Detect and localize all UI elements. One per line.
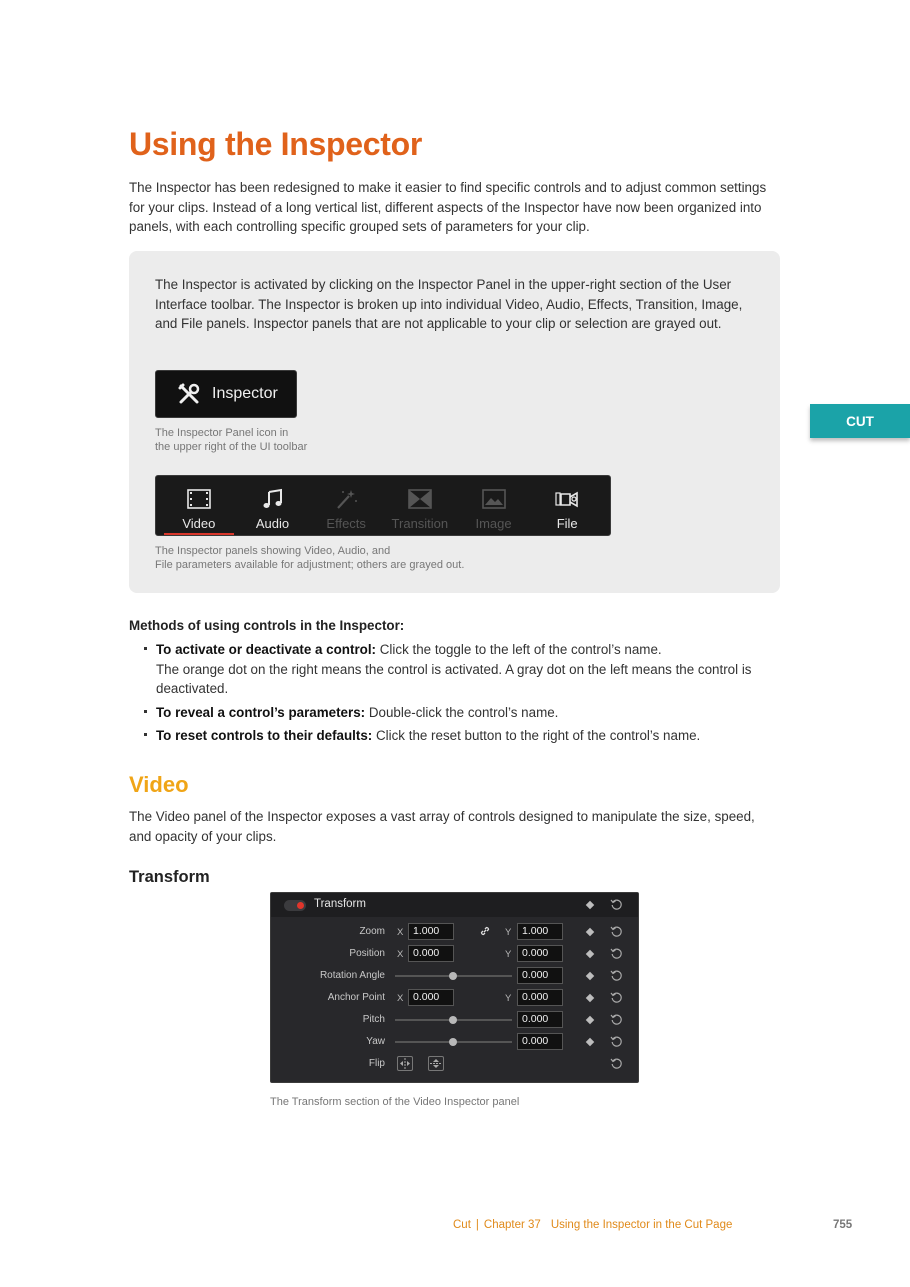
keyframe-icon[interactable] [586, 1016, 594, 1024]
transform-title: Transform [314, 898, 366, 910]
anchor-x-field[interactable]: 0.000 [408, 989, 454, 1006]
methods-list [143, 640, 763, 750]
zoom-y-axis: Y [505, 927, 512, 938]
keyframe-icon[interactable] [586, 928, 594, 936]
reset-icon[interactable] [610, 898, 623, 911]
tab-audio-label: Audio [255, 516, 290, 531]
transform-header [271, 893, 638, 917]
camera-file-icon [554, 488, 580, 510]
anchor-point-label: Anchor Point [327, 992, 385, 1003]
tab-file[interactable] [530, 476, 604, 535]
image-icon [481, 488, 507, 510]
zoom-x-axis: X [397, 927, 404, 938]
pitch-label: Pitch [362, 1014, 385, 1025]
slider-knob[interactable] [449, 1016, 457, 1024]
music-note-icon [260, 488, 286, 510]
callout-text: The Inspector is activated by clicking on the Inspector Panel in the upper-right section of the User Interface toolbar. The Inspector is broken up into individual Video, Audio, Effects, Transition, Image, and File panels. Inspector panels that are not applicable to your clip or selection are grayed out. [155, 277, 743, 331]
yaw-field[interactable]: 0.000 [517, 1033, 563, 1050]
transform-panel [270, 892, 639, 1083]
flip-label: Flip [368, 1058, 385, 1069]
transition-icon [407, 488, 433, 510]
tab-effects [309, 476, 383, 535]
footer-section: Cut [453, 1219, 471, 1231]
tools-icon [174, 379, 204, 409]
reset-icon[interactable] [610, 1057, 623, 1070]
pitch-slider[interactable] [395, 1019, 512, 1021]
position-y-axis: Y [505, 949, 512, 960]
page-number: 755 [833, 1219, 853, 1231]
list-item: To activate or deactivate a control: Click the toggle to the left of the control’s name. The orange dot on the right means the control is activated. A gray dot on the left means the control is deactivated. [143, 640, 763, 699]
position-x-field[interactable]: 0.000 [408, 945, 454, 962]
anchor-y-field[interactable]: 0.000 [517, 989, 563, 1006]
inspector-button-label: Inspector [212, 385, 278, 402]
tab-audio[interactable] [236, 476, 310, 535]
reset-icon[interactable] [610, 1013, 623, 1026]
inspector-button[interactable] [155, 370, 297, 418]
keyframe-icon[interactable] [586, 1038, 594, 1046]
yaw-label: Yaw [366, 1036, 385, 1047]
inspector-panel-tabs [155, 475, 611, 536]
yaw-slider[interactable] [395, 1041, 512, 1043]
footer-chapter: Chapter 37 [483, 1219, 541, 1231]
flip-horizontal-icon [398, 1057, 412, 1070]
keyframe-icon[interactable] [586, 901, 594, 909]
magic-wand-icon [333, 488, 359, 510]
tab-file-label: File [556, 516, 578, 531]
page-footer [453, 1219, 732, 1231]
keyframe-icon[interactable] [586, 994, 594, 1002]
link-icon[interactable] [479, 925, 491, 937]
tab-video-label: Video [182, 516, 216, 531]
film-icon [186, 488, 212, 510]
list-item: To reveal a control’s parameters: Double-click the control’s name. [143, 703, 763, 723]
position-label: Position [349, 948, 385, 959]
rotation-angle-field[interactable]: 0.000 [517, 967, 563, 984]
transform-caption: The Transform section of the Video Inspector panel [270, 1096, 520, 1108]
inspector-button-caption: The Inspector Panel icon in the upper right of the UI toolbar [155, 427, 308, 453]
keyframe-icon[interactable] [586, 950, 594, 958]
reset-icon[interactable] [610, 991, 623, 1004]
flip-horizontal-button[interactable] [397, 1056, 413, 1071]
list-item: To reset controls to their defaults: Click the reset button to the right of the control’s name. [143, 726, 763, 746]
panels-caption: The Inspector panels showing Video, Audio, and File parameters available for adjustment; others are grayed out. [155, 545, 465, 571]
position-y-field[interactable]: 0.000 [517, 945, 563, 962]
footer-separator: | [475, 1219, 479, 1231]
methods-heading: Methods of using controls in the Inspector: [129, 618, 405, 633]
transform-toggle[interactable] [284, 900, 306, 911]
transform-heading: Transform [129, 868, 210, 886]
pitch-field[interactable]: 0.000 [517, 1011, 563, 1028]
keyframe-icon[interactable] [586, 972, 594, 980]
anchor-x-axis: X [397, 993, 404, 1004]
flip-vertical-button[interactable] [428, 1056, 444, 1071]
tab-transition [383, 476, 457, 535]
zoom-label: Zoom [359, 926, 385, 937]
position-x-axis: X [397, 949, 404, 960]
reset-icon[interactable] [610, 947, 623, 960]
zoom-x-field[interactable]: 1.000 [408, 923, 454, 940]
intro-paragraph: The Inspector has been redesigned to make it easier to find specific controls and to adjust common settings for your clips. Instead of a long vertical list, different aspects of the Inspector have now been organized into panels, with each controlling specific grouped sets of parameters for your clip. [129, 180, 767, 234]
rotation-slider[interactable] [395, 975, 512, 977]
flip-vertical-icon [429, 1057, 443, 1070]
cut-section-tab[interactable]: CUT [810, 404, 910, 438]
page-title: Using the Inspector [129, 126, 423, 162]
zoom-y-field[interactable]: 1.000 [517, 923, 563, 940]
tab-image [457, 476, 531, 535]
tab-transition-label: Transition [391, 516, 449, 531]
tab-video[interactable] [162, 476, 236, 535]
rotation-angle-label: Rotation Angle [319, 970, 385, 981]
slider-knob[interactable] [449, 972, 457, 980]
video-heading: Video [129, 772, 189, 797]
slider-knob[interactable] [449, 1038, 457, 1046]
reset-icon[interactable] [610, 969, 623, 982]
reset-icon[interactable] [610, 1035, 623, 1048]
tab-image-label: Image [475, 516, 512, 531]
video-paragraph: The Video panel of the Inspector exposes a vast array of controls designed to manipulate the size, speed, and opacity of your clips. [129, 809, 755, 844]
anchor-y-axis: Y [505, 993, 512, 1004]
tab-effects-label: Effects [326, 516, 366, 531]
reset-icon[interactable] [610, 925, 623, 938]
footer-title: Using the Inspector in the Cut Page [550, 1219, 733, 1231]
